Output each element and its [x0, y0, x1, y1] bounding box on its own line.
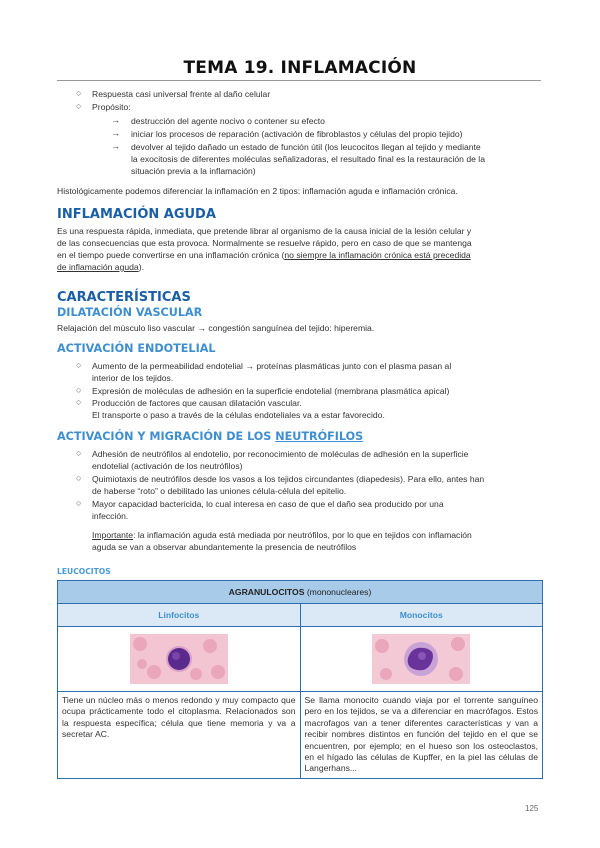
aguda-line-3: en el tiempo puede convertirse en una inflamación crónica (no siempre la inflamación crónica está precedida — [57, 250, 471, 260]
neutro-item-1: Adhesión de neutrófilos al endotelio, por reconocimiento de moléculas de adhesión en la superficie — [92, 449, 469, 459]
leucocitos-table — [57, 580, 543, 779]
monocito-image-cell — [300, 627, 543, 692]
column-title-linfocitos: Linfocitos — [58, 604, 301, 627]
neutro-item-2-cont: de haberse “roto” o debilitado las uniones célula-célula del epitelio. — [92, 486, 347, 496]
bullet-icon: ○ — [76, 448, 82, 458]
aguda-line-1: Es una respuesta rápida, inmediata, que pretende librar al organismo de la causa inicial de la lesión celular y — [57, 226, 472, 236]
monocito-micrograph-image — [372, 634, 470, 684]
table-header: AGRANULOCITOS (mononucleares) — [58, 581, 543, 604]
subheading-neutrofilos: ACTIVACIÓN Y MIGRACIÓN DE LOS NEUTRÓFILOS — [57, 430, 364, 443]
endotelial-item-3-cont: El transporte o paso a través de la células endoteliales va a estar favorecido. — [92, 410, 385, 420]
linfocitos-description: Tiene un núcleo más o menos redondo y muy compacto que ocupa prácticamente todo el citoplasma. Relacionados son la respuesta específica; célula que tiene memoria y va a secretar AC. — [58, 692, 301, 779]
column-title-monocitos: Monocitos — [300, 604, 543, 627]
arrow-icon: → — [111, 115, 120, 125]
aguda-underline-a: no siempre la inflamación crónica está precedida — [284, 250, 471, 260]
bullet-icon: ○ — [76, 101, 82, 111]
neutro-item-3-cont: infección. — [92, 511, 129, 521]
arrow-icon: → — [111, 128, 120, 138]
linfocito-micrograph-image — [130, 634, 228, 684]
aguda-line-2: de las consecuencias que esta provoca. Normalmente se resuelve rápido, pero en caso de que se mantenga — [57, 238, 472, 248]
arrow-icon: → — [111, 141, 120, 151]
importante-line-2: aguda se van a observar abundantemente la presencia de neutrófilos — [92, 542, 357, 552]
intro-bullet-1: Respuesta casi universal frente al daño celular — [92, 89, 271, 99]
bullet-icon: ○ — [76, 88, 82, 98]
purpose-item-3-cont: situación previa a la inflamación) — [131, 166, 256, 176]
importante-label: Importante — [92, 530, 134, 540]
page-number: 125 — [525, 804, 539, 813]
neutro-item-2: Quimiotaxis de neutrófilos desde los vasos a los tejidos circundantes (diapedesis). Para ello, antes han — [92, 474, 485, 484]
endotelial-item-2: Expresión de moléculas de adhesión en la superficie endotelial (membrana plasmática apical) — [92, 386, 450, 396]
bullet-icon: ○ — [76, 473, 82, 483]
linfocito-image-cell — [58, 627, 301, 692]
bullet-icon: ○ — [76, 498, 82, 508]
bullet-icon: ○ — [76, 360, 82, 370]
section-heading-caracteristicas: CARACTERÍSTICAS — [57, 290, 191, 305]
intro-bullet-2: Propósito: — [92, 102, 131, 112]
endotelial-item-1: Aumento de la permeabilidad endotelial → proteínas plasmáticas junto con el plasma pasan al — [92, 361, 452, 371]
neutro-item-3: Mayor capacidad bactericida, lo cual interesa en caso de que el daño sea producido por una — [92, 499, 444, 509]
bullet-icon: ○ — [76, 385, 82, 395]
dilatacion-text: Relajación del músculo liso vascular → congestión sanguínea del tejido: hiperemia. — [57, 323, 375, 333]
purpose-item-3: devolver al tejido dañado un estado de función útil (los leucocitos llegan al tejido y mediante — [131, 142, 481, 152]
subheading-endotelial: ACTIVACIÓN ENDOTELIAL — [57, 342, 216, 355]
endotelial-item-3: Producción de factores que causan dilatación vascular. — [92, 398, 302, 408]
aguda-line-4: de inflamación aguda). — [57, 262, 144, 272]
histo-paragraph: Histológicamente podemos diferenciar la inflamación en 2 tipos: inflamación aguda e inflamación crónica. — [57, 186, 458, 196]
importante-line-1: Importante: la inflamación aguda está mediada por neutrófilos, por lo que en tejidos con inflamación — [92, 530, 472, 540]
subheading-dilatacion: DILATACIÓN VASCULAR — [57, 306, 203, 319]
bullet-icon: ○ — [76, 397, 82, 407]
purpose-item-2: iniciar los procesos de reparación (activación de fibroblastos y células del propio tejido) — [131, 129, 463, 139]
endotelial-item-1-cont: interior de los tejidos. — [92, 373, 174, 383]
title-divider — [57, 80, 541, 81]
aguda-underline-b: de inflamación aguda — [57, 262, 139, 272]
purpose-item-3-cont: la exocitosis de diferentes moléculas señalizadoras, el resultado final es la restauración de la — [131, 154, 485, 164]
neutro-item-1-cont: endotelial (activación de los neutrófilos) — [92, 461, 243, 471]
monocitos-description: Se llama monocito cuando viaja por el torrente sanguíneo pero en los tejidos, se va a diferenciar en macrófagos. Estos macrofagos van a tener diferentes características y van a recibir nombres distintos en función del tejido en el que se encuentren, por ejemplo; en el hueso son los osteoclastos, en el hígado las células de Kupffer, en la piel las células de Langerhans... — [300, 692, 543, 779]
page-title: TEMA 19. INFLAMACIÓN — [183, 58, 417, 78]
section-heading-aguda: INFLAMACIÓN AGUDA — [57, 207, 216, 222]
subheading-leucocitos: LEUCOCITOS — [57, 567, 111, 576]
purpose-item-1: destrucción del agente nocivo o contener su efecto — [131, 116, 325, 126]
